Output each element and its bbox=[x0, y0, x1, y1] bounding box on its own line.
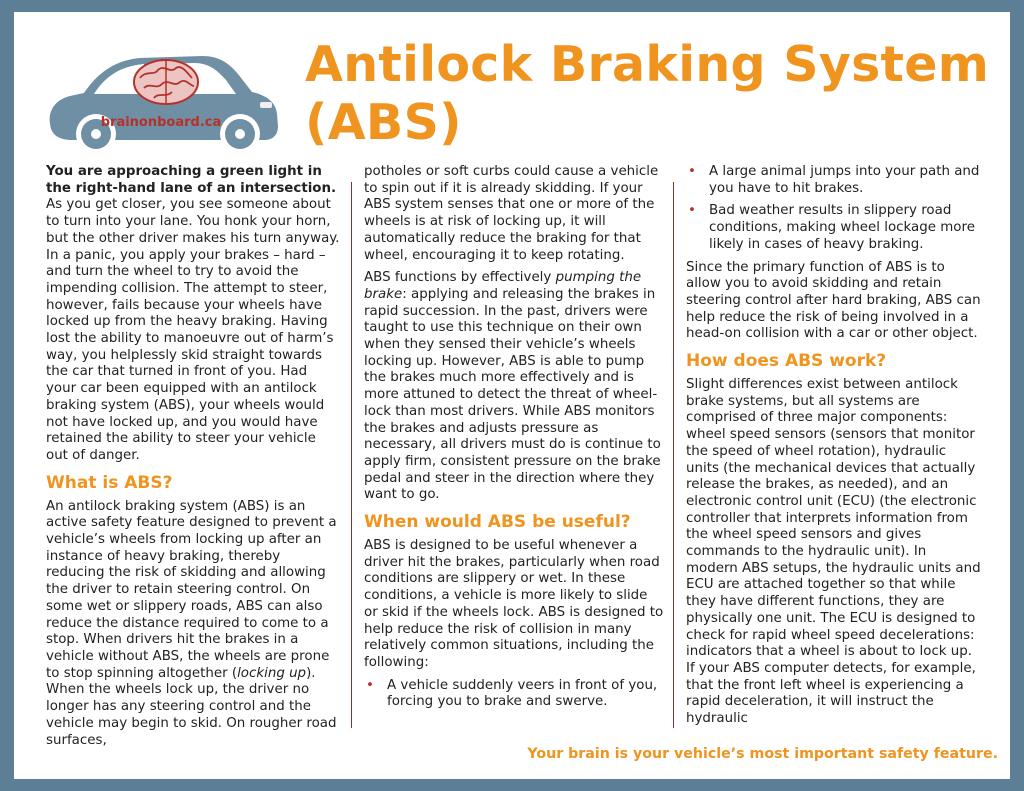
logo[interactable] bbox=[44, 42, 284, 172]
page-title: Antilock Braking System (ABS) bbox=[305, 36, 990, 151]
column-divider bbox=[351, 182, 352, 728]
list-item-text: A vehicle suddenly veers in front of you, forcing you to brake and swerve. bbox=[387, 677, 658, 710]
bullet-icon: • bbox=[366, 677, 374, 693]
paragraph: Slight differences exist between antilock brake systems, but all systems are comprised of three major components: wheel speed sensors (sensors that monitor the speed of wheel rotation), hydraulic units (the mechanical devices that actually release the brakes, as needed), and an electronic control unit (ECU) (the electronic controller that interprets information from the wheel speed sensors and gives commands to the hydraulic unit). In modern ABS setups, the hydraulic units and ECU are attached together so that while they have different functions, they are physically one unit. The ECU is designed to check for rapid wheel speed decelerations: indicators that a wheel is about to lock up. If your ABS computer detects, for example, that the front left wheel is experiencing a rapid deceleration, it will instruct the hydraulic bbox=[686, 377, 981, 727]
column-2 bbox=[364, 164, 664, 734]
definition-emphasis: locking up bbox=[237, 665, 307, 681]
list-item bbox=[364, 678, 664, 711]
definition-text-cont: ). When the wheels lock up, the driver no longer has any steering control and the vehicle may begin to skid. On rougher road surfaces, bbox=[46, 665, 337, 748]
definition-paragraph bbox=[46, 499, 340, 750]
intro-lead: You are approaching a green light in the right-hand lane of an intersection. bbox=[46, 164, 337, 196]
list-item bbox=[686, 164, 981, 197]
situations-list bbox=[364, 678, 664, 711]
column-3 bbox=[686, 164, 981, 734]
situations-list-cont bbox=[686, 164, 981, 254]
logo-text: brainonboard.ca bbox=[100, 115, 222, 130]
list-item-text: A large animal jumps into your path and you have to hit brakes. bbox=[709, 164, 980, 196]
heading-what-is-abs: What is ABS? bbox=[46, 472, 173, 493]
paragraph: potholes or soft curbs could cause a vehicle to spin out if it is already skidding. If your ABS system senses that one or more of the wheels is at risk of locking up, it will automatically reduce the braking for that wheel, encouraging it to keep rotating. bbox=[364, 164, 659, 263]
column-divider bbox=[673, 182, 674, 728]
list-item bbox=[686, 203, 981, 253]
bullet-icon: • bbox=[688, 203, 696, 219]
pumping-text-cont: : applying and releasing the brakes in rapid succession. In the past, drivers were taught to use this technique on their own when they sensed their vehicle’s wheels locking up. However, ABS is able to pump the brakes much more effectively and is more attuned to detect the threat of wheel-lock than most drivers. While ABS monitors the brakes and adjusts pressure as necessary, all drivers must do is continue to apply firm, consistent pressure on the brake pedal and steer in the direction where they want to go. bbox=[364, 286, 661, 503]
intro-paragraph bbox=[46, 164, 340, 465]
heading-when-useful: When would ABS be useful? bbox=[364, 512, 631, 533]
paragraph: ABS is designed to be useful whenever a driver hit the brakes, particularly when road conditions are slippery or wet. In these conditions, a vehicle is more likely to slide or skid if the wheels lock. ABS is designed to help reduce the risk of collision in many relatively common situations, including the following: bbox=[364, 538, 664, 670]
intro-text: As you get closer, you see someone about to turn into your lane. You honk your horn, but the other driver makes his turn anyway. In a panic, you apply your brakes – hard – and turn the wheel to try to avoid the impending collision. The attempt to steer, however, fails because your wheels have locked up from the heavy braking. Having lost the ability to manoeuvre out of harm’s way, you helplessly skid straight towards the car that turned in front of you. Had your car been equipped with an antilock braking system (ABS), your wheels would not have locked up, and you would have retained the ability to steer your vehicle out of danger. bbox=[46, 197, 340, 463]
tagline: Your brain is your vehicle’s most important safety feature. bbox=[527, 746, 998, 762]
car-brain-icon bbox=[44, 42, 284, 172]
list-item-text: Bad weather results in slippery road conditions, making wheel lockage more likely in cases of heavy braking. bbox=[709, 203, 975, 252]
heading-how-works: How does ABS work? bbox=[686, 351, 887, 372]
pumping-emphasis: pumping the brake bbox=[364, 270, 642, 302]
pumping-text: ABS functions by effectively bbox=[364, 270, 556, 286]
page-sheet bbox=[14, 12, 1010, 779]
column-1 bbox=[46, 164, 340, 748]
pumping-paragraph bbox=[364, 270, 664, 504]
definition-text: An antilock braking system (ABS) is an active safety feature designed to prevent a vehicle’s wheels from locking up after an instance of heavy braking, thereby reducing the risk of skidding and allowing the driver to retain steering control. On some wet or slippery roads, ABS can also reduce the distance required to come to a stop. When drivers hit the brakes in a vehicle without ABS, the wheels are prone to stop spinning altogether ( bbox=[46, 498, 337, 681]
paragraph: Since the primary function of ABS is to allow you to avoid skidding and retain steering control after hard braking, ABS can help reduce the risk of being involved in a head-on collision with a car or other object. bbox=[686, 259, 981, 342]
bullet-icon: • bbox=[688, 164, 696, 179]
